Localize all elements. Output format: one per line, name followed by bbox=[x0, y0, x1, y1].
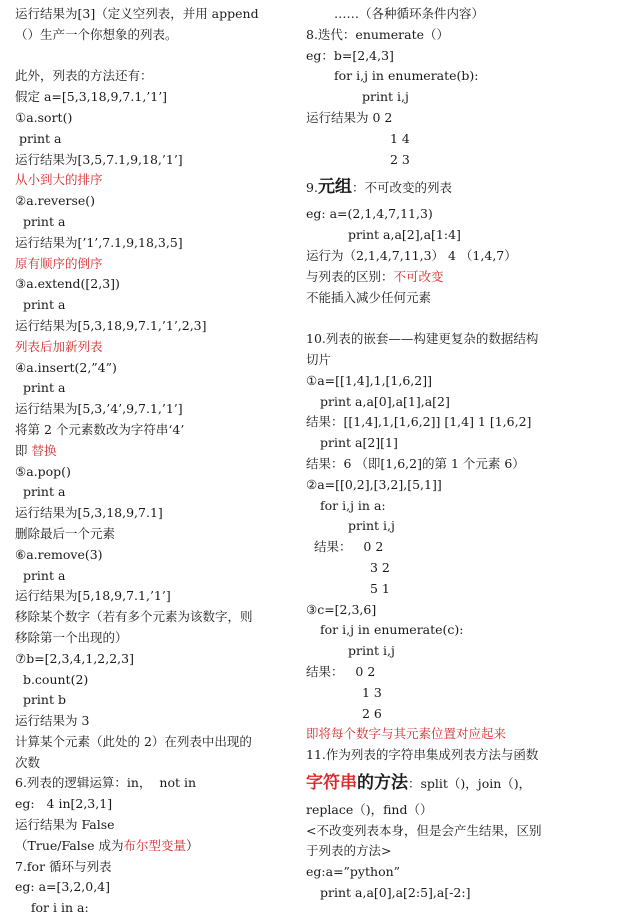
text-line: （）生产一个你想象的列表。 bbox=[15, 26, 178, 42]
text-span: ：不可改变的列表 bbox=[351, 180, 452, 196]
result-line: 结果：[[1,4],1,[1,6,2]] [1,4] 1 [1,6,2] bbox=[306, 414, 532, 430]
code-line: eg: a=(2,1,4,7,11,3) bbox=[306, 206, 433, 222]
code-line: b.count(2) bbox=[15, 671, 89, 687]
result-line: 2 6 bbox=[362, 705, 382, 721]
code-line: eg：b=[2,4,3] bbox=[306, 47, 394, 63]
text-span: （True/False 成为 bbox=[15, 837, 124, 853]
text-span: 即 bbox=[15, 442, 32, 458]
text-line: 移除某个数字（若有多个元素为该数字，则 bbox=[15, 609, 253, 625]
code-line: ①a.sort() bbox=[15, 109, 73, 125]
text-line: 次数 bbox=[15, 754, 41, 770]
code-line: print a bbox=[15, 297, 66, 313]
result-line: 运行结果为[’1’,7.1,9,18,3,5] bbox=[15, 234, 183, 250]
text-line: 于列表的方法> bbox=[306, 843, 392, 859]
code-line: eg:a=”python” bbox=[306, 864, 401, 880]
result-line: 运行结果为[5,18,9,7.1,’1’] bbox=[15, 588, 171, 604]
code-line: ①a=[[1,4],1,[1,6,2]] bbox=[306, 372, 432, 388]
text-line bbox=[306, 267, 611, 288]
code-line: print b bbox=[15, 692, 66, 708]
blank-line bbox=[15, 46, 303, 67]
highlight-note: 替换 bbox=[31, 442, 57, 458]
text-line: 删除最后一个元素 bbox=[15, 525, 116, 541]
code-line: ⑦b=[2,3,4,1,2,2,3] bbox=[15, 650, 134, 666]
left-column bbox=[15, 4, 303, 919]
heading-term: 字符串 bbox=[306, 772, 357, 793]
text-span: 9. bbox=[306, 180, 318, 196]
code-line: print a bbox=[15, 484, 66, 500]
result-line: 运行结果为[5,3,18,9,7.1,’1’,2,3] bbox=[15, 317, 207, 333]
result-line: 运行为（2,1,4,7,11,3） 4 （1,4,7） bbox=[306, 247, 517, 263]
text-line: 将第 2 个元素数改为字符串‘4’ bbox=[15, 421, 185, 437]
text-span: ） bbox=[186, 837, 199, 853]
result-line: 1 3 bbox=[362, 684, 382, 700]
result-line: 结果： 0 2 bbox=[314, 539, 384, 555]
result-line: 运行结果为[5,3,18,9,7.1] bbox=[15, 505, 163, 521]
highlight-note: 不可改变 bbox=[393, 268, 444, 284]
result-line: 结果：6 （即[1,6,2]的第 1 个元素 6） bbox=[306, 455, 525, 471]
result-line: 运行结果为[3,5,7.1,9,18,’1’] bbox=[15, 151, 183, 167]
text-span: ：split（)，join（)， bbox=[408, 775, 532, 791]
result-line: 1 4 bbox=[390, 130, 410, 146]
result-line: 运行结果为[5,3,’4’,9,7.1,’1’] bbox=[15, 401, 183, 417]
result-line: 5 1 bbox=[370, 580, 390, 596]
text-span: 与列表的区别： bbox=[306, 268, 394, 284]
text-line bbox=[15, 836, 303, 857]
code-line: ②a.reverse() bbox=[15, 193, 96, 209]
heading-term: 元组 bbox=[317, 177, 352, 198]
code-line: print a[2][1] bbox=[320, 435, 398, 451]
code-line: ⑥a.remove(3) bbox=[15, 546, 103, 562]
code-line: for i in a: bbox=[15, 900, 89, 916]
section-heading: 7.for 循环与列表 bbox=[15, 858, 112, 874]
text-line: 不能插入减少任何元素 bbox=[306, 289, 432, 305]
highlight-note: 原有顺序的倒序 bbox=[15, 255, 103, 271]
code-line: print a bbox=[15, 213, 66, 229]
code-line: for i,j in enumerate(c): bbox=[320, 622, 464, 638]
right-column bbox=[306, 4, 611, 904]
text-line: 计算某个元素（此处的 2）在列表中出现的 bbox=[15, 733, 252, 749]
code-line: print a,a[2],a[1:4] bbox=[348, 227, 461, 243]
code-line: eg: 4 in[2,3,1] bbox=[15, 796, 113, 812]
code-line: print a bbox=[15, 567, 66, 583]
text-line: 运行结果为[3]（定义空列表，并用 append bbox=[15, 6, 259, 21]
section-heading bbox=[306, 170, 611, 204]
code-line: ⑤a.pop() bbox=[15, 463, 71, 479]
code-line: print a,a[0],a[1],a[2] bbox=[320, 393, 450, 409]
section-heading bbox=[306, 766, 611, 800]
code-line: ④a.insert(2,”4”) bbox=[15, 359, 117, 375]
highlight-note: 即将每个数字与其元素位置对应起来 bbox=[306, 726, 507, 742]
code-line: print a,a[0],a[2:5],a[-2:] bbox=[320, 885, 471, 901]
section-heading: 11.作为列表的字符串集成列表方法与函数 bbox=[306, 747, 539, 763]
section-heading: 10.列表的嵌套——构建更复杂的数据结构 bbox=[306, 331, 539, 347]
highlight-note: 布尔型变量 bbox=[123, 837, 187, 853]
result-line: 运行结果为 False bbox=[15, 817, 115, 833]
code-line: print i,j bbox=[348, 518, 395, 534]
code-line: for i,j in enumerate(b): bbox=[334, 68, 479, 84]
heading-term: 的方法 bbox=[357, 772, 408, 793]
code-line: for i,j in a: bbox=[320, 497, 386, 513]
text-line: 移除第一个出现的） bbox=[15, 629, 128, 645]
text-line: <不改变列表本身，但是会产生结果，区别 bbox=[306, 822, 542, 838]
blank-line bbox=[306, 308, 611, 329]
result-line: 3 2 bbox=[370, 559, 390, 575]
text-line: ……（各种循环条件内容） bbox=[334, 6, 485, 21]
code-line: print a bbox=[15, 380, 66, 396]
text-line: 假定 a=[5,3,18,9,7.1,’1’] bbox=[15, 89, 168, 105]
code-line: eg: a=[3,2,0,4] bbox=[15, 879, 110, 895]
highlight-note: 从小到大的排序 bbox=[15, 172, 103, 188]
code-line: print a bbox=[15, 130, 62, 146]
section-heading: 6.列表的逻辑运算：in， not in bbox=[15, 775, 197, 791]
result-line: 运行结果为 0 2 bbox=[306, 109, 393, 125]
text-line: replace（)，find（） bbox=[306, 801, 433, 817]
highlight-note: 列表后加新列表 bbox=[15, 338, 103, 354]
code-line: print i,j bbox=[362, 89, 409, 105]
text-line bbox=[15, 441, 303, 462]
result-line: 运行结果为 3 bbox=[15, 713, 90, 729]
code-line: ②a=[[0,2],[3,2],[5,1]] bbox=[306, 476, 442, 492]
code-line: print i,j bbox=[348, 643, 395, 659]
code-line: ③c=[2,3,6] bbox=[306, 601, 377, 617]
result-line: 结果： 0 2 bbox=[306, 663, 376, 679]
text-line: 此外，列表的方法还有： bbox=[15, 68, 153, 84]
code-line: ③a.extend([2,3]) bbox=[15, 276, 120, 292]
result-line: 2 3 bbox=[390, 151, 410, 167]
text-line: 切片 bbox=[306, 351, 332, 367]
section-heading: 8.迭代：enumerate（） bbox=[306, 26, 450, 42]
